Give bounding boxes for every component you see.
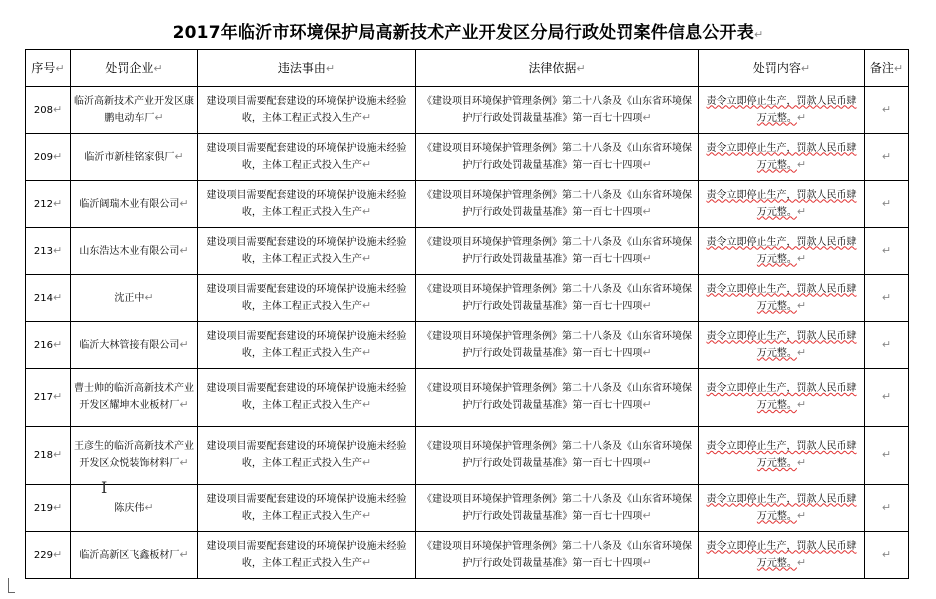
cell-penalty[interactable]: 责令立即停止生产，罚款人民币肆万元整。↵ (699, 228, 865, 275)
cell-company[interactable]: 临沂高新技术产业开发区康鹏电动车厂↵ (71, 87, 198, 134)
table-row (26, 87, 909, 134)
page-corner-mark-icon (8, 578, 15, 593)
cell-penalty[interactable]: 责令立即停止生产，罚款人民币肆万元整。↵ (699, 134, 865, 181)
cell-seq: 208↵ (26, 87, 71, 134)
cell-company[interactable]: 王彦生的临沂高新技术产业开发区众悦装饰材料厂↵ (71, 427, 198, 485)
cell-seq: 218↵ (26, 427, 71, 485)
cell-seq: 217↵ (26, 369, 71, 427)
table-row (26, 322, 909, 369)
cell-company[interactable]: 临沂大林管接有限公司↵ (71, 322, 198, 369)
text-cursor-icon: I (101, 478, 108, 497)
title-text: 2017年临沂市环境保护局高新技术产业开发区分局行政处罚案件信息公开表 (172, 23, 754, 43)
cell-company[interactable]: 陈庆伟↵ (71, 485, 198, 532)
cell-remark[interactable]: ↵ (865, 181, 909, 228)
table-row (26, 275, 909, 322)
header-basis: 法律依据↵ (416, 50, 699, 87)
cell-remark[interactable]: ↵ (865, 87, 909, 134)
header-row (26, 50, 909, 87)
cell-violation[interactable]: 建设项目需要配套建设的环境保护设施未经验收，主体工程正式投入生产↵ (198, 134, 416, 181)
paragraph-mark-icon: ↵ (753, 28, 764, 41)
cell-violation[interactable]: 建设项目需要配套建设的环境保护设施未经验收，主体工程正式投入生产↵ (198, 485, 416, 532)
cell-seq: 216↵ (26, 322, 71, 369)
cell-company[interactable]: 临沂市新桂铭家俱厂↵ (71, 134, 198, 181)
cell-penalty[interactable]: 责令立即停止生产，罚款人民币肆万元整。↵ (699, 485, 865, 532)
cell-remark[interactable]: ↵ (865, 134, 909, 181)
cell-violation[interactable]: 建设项目需要配套建设的环境保护设施未经验收，主体工程正式投入生产↵ (198, 427, 416, 485)
cell-penalty[interactable]: 责令立即停止生产，罚款人民币肆万元整。↵ (699, 87, 865, 134)
cell-penalty[interactable]: 责令立即停止生产，罚款人民币肆万元整。↵ (699, 427, 865, 485)
table-row (26, 532, 909, 579)
cell-company[interactable]: 山东浩达木业有限公司↵ (71, 228, 198, 275)
cell-basis[interactable]: 《建设项目环境保护管理条例》第二十八条及《山东省环境保护厅行政处罚裁量基准》第一百七十四项↵ (416, 369, 699, 427)
cell-violation[interactable]: 建设项目需要配套建设的环境保护设施未经验收，主体工程正式投入生产↵ (198, 275, 416, 322)
cell-violation[interactable]: 建设项目需要配套建设的环境保护设施未经验收，主体工程正式投入生产↵ (198, 228, 416, 275)
cell-basis[interactable]: 《建设项目环境保护管理条例》第二十八条及《山东省环境保护厅行政处罚裁量基准》第一百七十四项↵ (416, 485, 699, 532)
cell-company[interactable]: 沈正中↵ (71, 275, 198, 322)
table-row (26, 228, 909, 275)
header-remark: 备注↵ (865, 50, 909, 87)
cell-remark[interactable]: ↵ (865, 427, 909, 485)
document-title (0, 18, 936, 43)
cell-violation[interactable]: 建设项目需要配套建设的环境保护设施未经验收，主体工程正式投入生产↵ (198, 181, 416, 228)
cell-basis[interactable]: 《建设项目环境保护管理条例》第二十八条及《山东省环境保护厅行政处罚裁量基准》第一百七十四项↵ (416, 532, 699, 579)
cell-violation[interactable]: 建设项目需要配套建设的环境保护设施未经验收，主体工程正式投入生产↵ (198, 87, 416, 134)
cell-remark[interactable]: ↵ (865, 228, 909, 275)
cell-company[interactable]: 曹士帅的临沂高新技术产业开发区耀坤木业板材厂↵ (71, 369, 198, 427)
table-row (26, 369, 909, 427)
cell-remark[interactable]: ↵ (865, 275, 909, 322)
cell-penalty[interactable]: 责令立即停止生产，罚款人民币肆万元整。↵ (699, 322, 865, 369)
cell-basis[interactable]: 《建设项目环境保护管理条例》第二十八条及《山东省环境保护厅行政处罚裁量基准》第一百七十四项↵ (416, 427, 699, 485)
cell-seq: 212↵ (26, 181, 71, 228)
cell-penalty[interactable]: 责令立即停止生产，罚款人民币肆万元整。↵ (699, 275, 865, 322)
cell-company[interactable]: 临沂高新区飞鑫板材厂↵ (71, 532, 198, 579)
cell-remark[interactable]: ↵ (865, 485, 909, 532)
cell-basis[interactable]: 《建设项目环境保护管理条例》第二十八条及《山东省环境保护厅行政处罚裁量基准》第一百七十四项↵ (416, 87, 699, 134)
cell-remark[interactable]: ↵ (865, 532, 909, 579)
cell-company[interactable]: 临沂阔瑞木业有限公司↵ (71, 181, 198, 228)
cell-basis[interactable]: 《建设项目环境保护管理条例》第二十八条及《山东省环境保护厅行政处罚裁量基准》第一百七十四项↵ (416, 181, 699, 228)
cell-basis[interactable]: 《建设项目环境保护管理条例》第二十八条及《山东省环境保护厅行政处罚裁量基准》第一百七十四项↵ (416, 134, 699, 181)
cell-penalty[interactable]: 责令立即停止生产，罚款人民币肆万元整。↵ (699, 369, 865, 427)
cell-violation[interactable]: 建设项目需要配套建设的环境保护设施未经验收，主体工程正式投入生产↵ (198, 532, 416, 579)
header-violation: 违法事由↵ (198, 50, 416, 87)
cell-remark[interactable]: ↵ (865, 369, 909, 427)
cell-seq: 209↵ (26, 134, 71, 181)
header-company: 处罚企业↵ (71, 50, 198, 87)
cell-basis[interactable]: 《建设项目环境保护管理条例》第二十八条及《山东省环境保护厅行政处罚裁量基准》第一百七十四项↵ (416, 322, 699, 369)
header-seq: 序号↵ (26, 50, 71, 87)
table-row (26, 181, 909, 228)
table-row (26, 427, 909, 485)
cell-seq: 219↵ (26, 485, 71, 532)
cell-penalty[interactable]: 责令立即停止生产，罚款人民币肆万元整。↵ (699, 181, 865, 228)
cell-basis[interactable]: 《建设项目环境保护管理条例》第二十八条及《山东省环境保护厅行政处罚裁量基准》第一百七十四项↵ (416, 228, 699, 275)
table-row (26, 485, 909, 532)
cell-violation[interactable]: 建设项目需要配套建设的环境保护设施未经验收，主体工程正式投入生产↵ (198, 369, 416, 427)
table-row (26, 134, 909, 181)
cell-seq: 213↵ (26, 228, 71, 275)
cell-seq: 229↵ (26, 532, 71, 579)
cell-basis[interactable]: 《建设项目环境保护管理条例》第二十八条及《山东省环境保护厅行政处罚裁量基准》第一百七十四项↵ (416, 275, 699, 322)
cell-seq: 214↵ (26, 275, 71, 322)
header-penalty: 处罚内容↵ (699, 50, 865, 87)
cell-penalty[interactable]: 责令立即停止生产，罚款人民币肆万元整。↵ (699, 532, 865, 579)
penalty-table (25, 49, 909, 579)
cell-remark[interactable]: ↵ (865, 322, 909, 369)
cell-violation[interactable]: 建设项目需要配套建设的环境保护设施未经验收，主体工程正式投入生产↵ (198, 322, 416, 369)
